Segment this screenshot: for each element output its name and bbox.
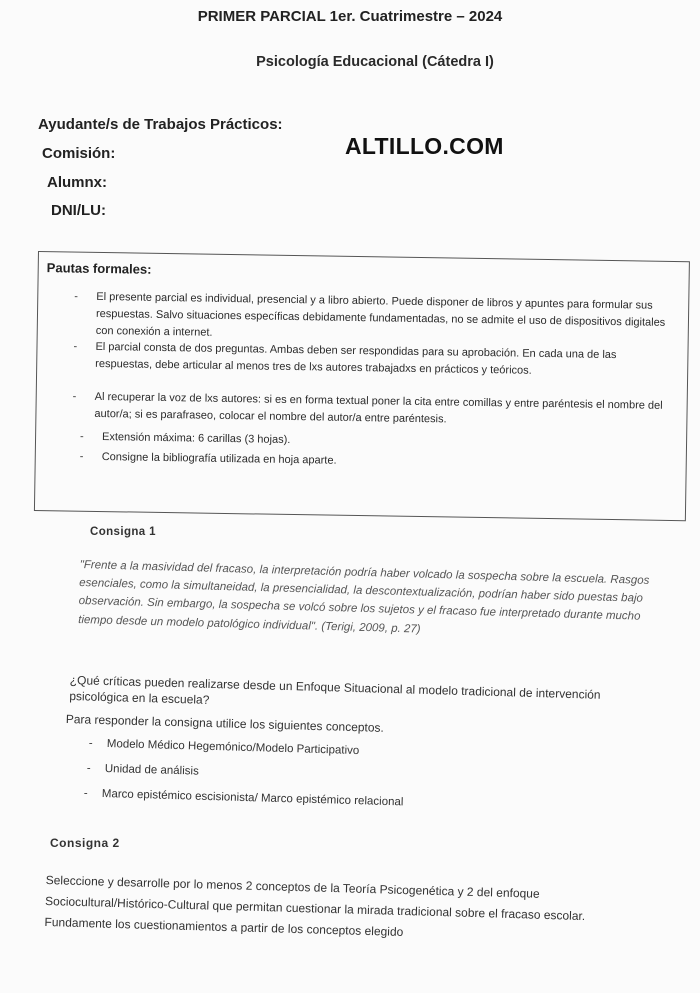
concept-item xyxy=(83,787,404,809)
exam-title: PRIMER PARCIAL 1er. Cuatrimestre – 2024 xyxy=(197,8,503,25)
concept-item xyxy=(88,737,360,758)
consigna-1-question: ¿Qué críticas pueden realizarse desde un Enfoque Situacional al modelo tradicional de intervención psicológica en la escuela? xyxy=(69,672,601,707)
rule-text: Consigne la bibliografía utilizada en hoja aparte. xyxy=(101,451,337,467)
concept-item xyxy=(86,762,199,778)
field-ayudantes-label: Ayudante/s de Trabajos Prácticos: xyxy=(38,116,283,133)
concept-text: Marco epistémico escisionista/ Marco epistémico relacional xyxy=(101,788,404,809)
field-comision-label: Comisión: xyxy=(42,145,116,162)
rules-box xyxy=(34,251,690,521)
concept-text: Modelo Médico Hegemónico/Modelo Participativo xyxy=(106,738,360,758)
dash-bullet-icon: - xyxy=(79,430,84,443)
rule-text: Extensión máxima: 6 carillas (3 hojas). xyxy=(101,431,291,446)
dash-bullet-icon: - xyxy=(83,787,88,800)
dash-bullet-icon: - xyxy=(73,340,78,353)
dash-bullet-icon: - xyxy=(74,290,79,303)
consigna-1-quote: "Frente a la masividad del fracaso, la interpretación podría haber volcado la sospecha sobre la escuela. Rasgos esenciales, como la simultaneidad, la presencialidad, la descontextualización, podrían haber sido puestas bajo observación. Sin embargo, la sospecha se volcó sobre los sujetos y el fracaso fue interpretado durante mucho tiempo desde un modelo patológico individual". (Terigi, 2009, p. 27) xyxy=(78,558,650,636)
course-title: Psicología Educacional (Cátedra I) xyxy=(256,54,494,70)
consigna-2-text: Seleccione y desarrolle por lo menos 2 conceptos de la Teoría Psicogenética y 2 del enfoque Sociocultural/Histórico-Cultural que permitan cuestionar la mirada tradicional sobre el fracaso escolar. Fundamente los cuestionamientos a partir de los conceptos elegido xyxy=(44,872,586,939)
consigna-1-heading: Consigna 1 xyxy=(90,526,156,538)
dash-bullet-icon: - xyxy=(88,737,93,750)
rules-title: Pautas formales: xyxy=(46,260,152,277)
field-dni-label: DNI/LU: xyxy=(51,202,106,219)
dash-bullet-icon: - xyxy=(86,762,91,775)
rule-text: El parcial consta de dos preguntas. Ambas deben ser respondidas para su aprobación. En cada una de las respuestas, debe articular al menos tres de lxs autores trabajadxs en prácticos y teóricos. xyxy=(95,340,617,377)
concept-text: Unidad de análisis xyxy=(104,763,199,778)
rule-text: Al recuperar la voz de lxs autores: si es en forma textual poner la cita entre comillas y entre paréntesis el nombre del autor/a; si es parafraseo, colocar el nombre del autor/a entre paréntesis. xyxy=(94,390,663,426)
dash-bullet-icon: - xyxy=(79,450,84,463)
dash-bullet-icon: - xyxy=(72,390,77,403)
consigna-2-heading: Consigna 2 xyxy=(50,836,120,850)
field-alumnx-label: Alumnx: xyxy=(47,174,107,191)
rule-item xyxy=(72,389,674,432)
rule-text: El presente parcial es individual, presencial y a libro abierto. Puede disponer de libros y apuntes para formular sus respuestas. Salvo situaciones específicas debidamente fundamentadas, no se admite el uso de dispositivos digitales con conexión a internet. xyxy=(95,290,666,339)
consigna-1-instruction: Para responder la consigna utilice los siguientes conceptos. xyxy=(65,712,385,735)
watermark-text: ALTILLO.COM xyxy=(345,133,504,159)
